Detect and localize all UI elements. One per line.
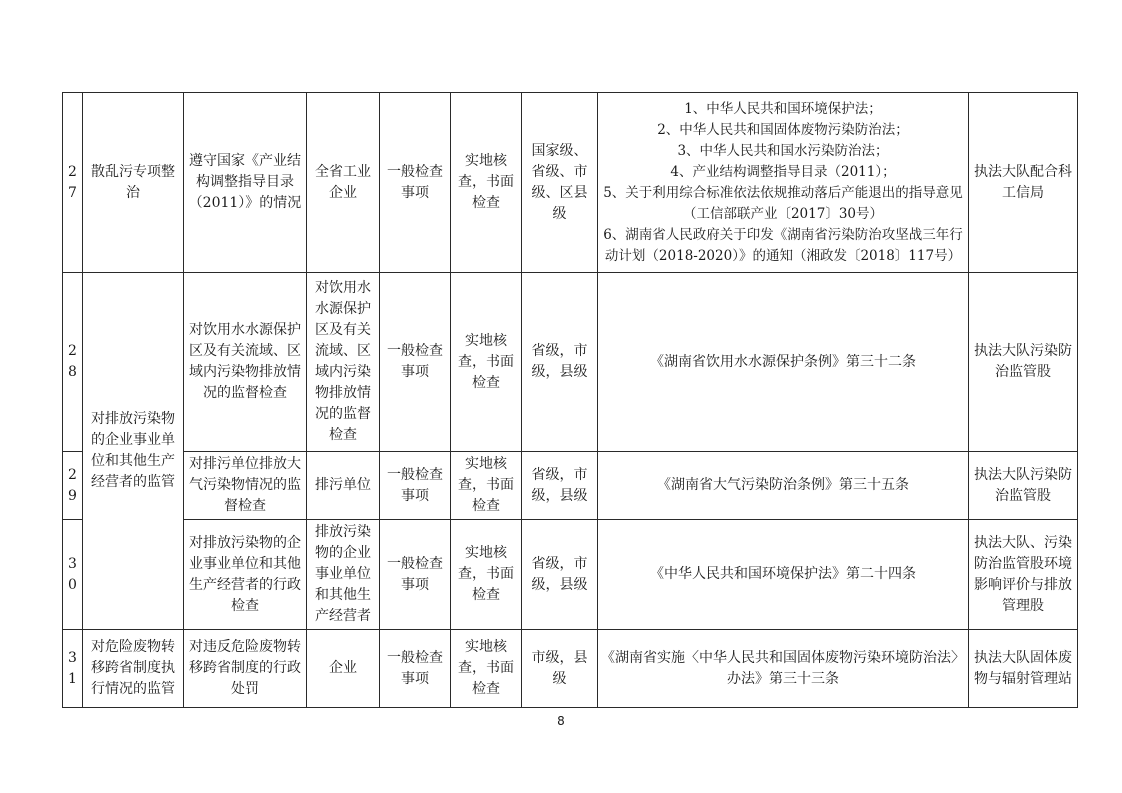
- table-row: [63, 630, 1078, 708]
- item-content: 对违反危险废物转移跨省制度的行政处罚: [184, 630, 307, 708]
- inspection-items-table: [62, 92, 1078, 708]
- inspection-object: 排放污染物的企业事业单位和其他生产经营者: [307, 520, 380, 630]
- responsible-department: 执法大队固体废物与辐射管理站: [969, 630, 1078, 708]
- item-name: 散乱污专项整治: [83, 93, 184, 273]
- row-number: 31: [63, 630, 83, 708]
- inspection-object: 排污单位: [307, 452, 380, 520]
- inspection-method: 实地核查，书面检查: [451, 630, 522, 708]
- legal-basis-line: 2、中华人民共和国固体废物污染防治法；: [657, 121, 909, 138]
- table-row: [63, 520, 1078, 630]
- item-content: 对排污单位排放大气污染物情况的监督检查: [184, 452, 307, 520]
- responsible-department: 执法大队配合科工信局: [969, 93, 1078, 273]
- legal-basis-line: 1、中华人民共和国环境保护法；: [684, 100, 882, 117]
- responsible-department: 执法大队、污染防治监管股环境影响评价与排放管理股: [969, 520, 1078, 630]
- legal-basis: 《湖南省实施〈中华人民共和国固体废物污染环境防治法〉办法》第三十三条: [598, 630, 969, 708]
- item-name: 对危险废物转移跨省制度执行情况的监管: [83, 630, 184, 708]
- table-row: [63, 452, 1078, 520]
- inspection-type: 一般检查事项: [380, 452, 451, 520]
- inspection-object: 企业: [307, 630, 380, 708]
- inspection-method: 实地核查，书面检查: [451, 452, 522, 520]
- responsible-department: 执法大队污染防治监管股: [969, 452, 1078, 520]
- legal-basis: 《中华人民共和国环境保护法》第二十四条: [598, 520, 969, 630]
- row-number: 30: [63, 520, 83, 630]
- inspection-method: 实地核查，书面检查: [451, 273, 522, 452]
- legal-basis-line: 4、产业结构调整指导目录（2011）；: [670, 163, 896, 180]
- row-number: 28: [63, 273, 83, 452]
- inspection-level: 省级，市级，县级: [522, 273, 598, 452]
- row-number: 27: [63, 93, 83, 273]
- inspection-type: 一般检查事项: [380, 630, 451, 708]
- inspection-type: 一般检查事项: [380, 93, 451, 273]
- responsible-department: 执法大队污染防治监管股: [969, 273, 1078, 452]
- inspection-method: 实地核查，书面检查: [451, 93, 522, 273]
- page-number: 8: [557, 714, 565, 728]
- legal-basis: [598, 93, 969, 273]
- legal-basis-line: 5、关于利用综合标准依法依规推动落后产能退出的指导意见（工信部联产业〔2017〕30号）: [603, 184, 963, 222]
- item-content: 遵守国家《产业结构调整指导目录（2011）》的情况: [184, 93, 307, 273]
- inspection-level: 国家级、省级、市级、区县级: [522, 93, 598, 273]
- inspection-level: 市级，县级: [522, 630, 598, 708]
- legal-basis: 《湖南省饮用水水源保护条例》第三十二条: [598, 273, 969, 452]
- legal-basis: 《湖南省大气污染防治条例》第三十五条: [598, 452, 969, 520]
- table-row: [63, 93, 1078, 273]
- item-name-group: 对排放污染物的企业事业单位和其他生产经营者的监管: [83, 273, 184, 630]
- legal-basis-line: 3、中华人民共和国水污染防治法；: [677, 142, 889, 159]
- item-content: 对排放污染物的企业事业单位和其他生产经营者的行政检查: [184, 520, 307, 630]
- inspection-type: 一般检查事项: [380, 520, 451, 630]
- table-row: [63, 273, 1078, 452]
- row-number: 29: [63, 452, 83, 520]
- inspection-level: 省级，市级，县级: [522, 520, 598, 630]
- item-content: 对饮用水水源保护区及有关流域、区域内污染物排放情况的监督检查: [184, 273, 307, 452]
- inspection-object: 全省工业企业: [307, 93, 380, 273]
- inspection-type: 一般检查事项: [380, 273, 451, 452]
- inspection-level: 省级，市级，县级: [522, 452, 598, 520]
- inspection-object: 对饮用水水源保护区及有关流域、区域内污染物排放情况的监督检查: [307, 273, 380, 452]
- inspection-method: 实地核查，书面检查: [451, 520, 522, 630]
- legal-basis-line: 6、湖南省人民政府关于印发《湖南省污染防治攻坚战三年行动计划（2018-2020）》的通知（湘政发〔2018〕117号）: [603, 226, 963, 264]
